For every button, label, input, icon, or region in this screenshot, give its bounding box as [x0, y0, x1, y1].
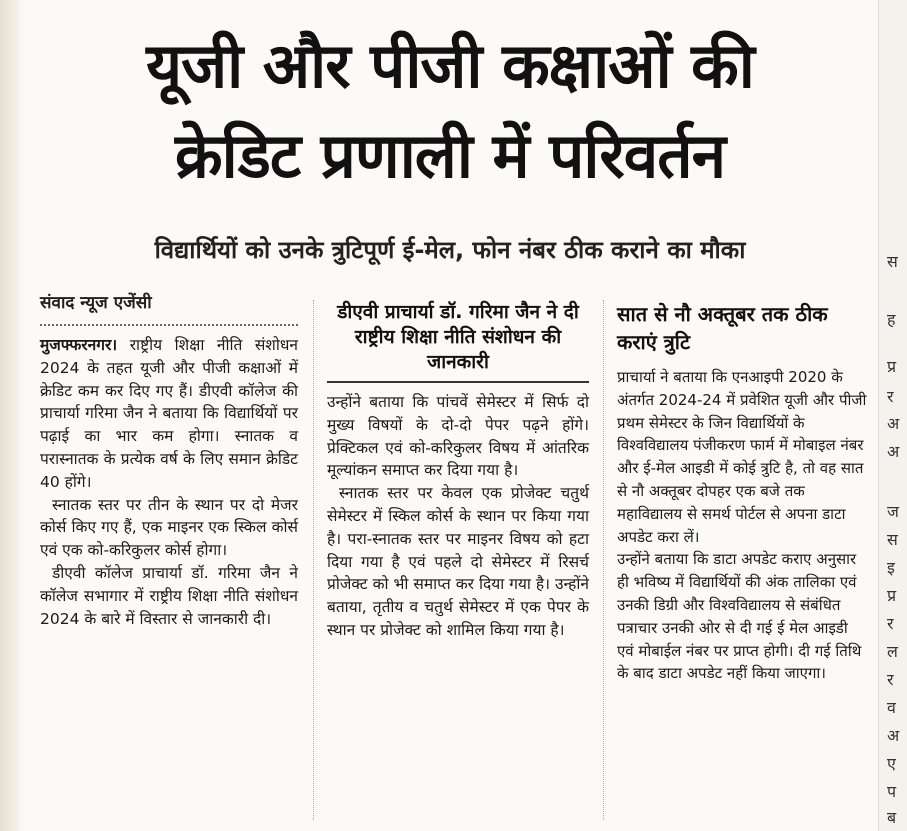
column-divider-1 — [313, 300, 314, 820]
edge-fragment-2: प्र — [887, 357, 897, 376]
edge-fragment-11: ल — [887, 642, 898, 661]
edge-fragment-16: प — [887, 782, 897, 801]
edge-fragment-4: अ — [887, 414, 900, 433]
col3-paragraph-1: प्राचार्या ने बताया कि एनआइपी 2020 के अंतर्गत 2024-24 में प्रवेशित यूजी और पीजी प्रथम सेमेस्टर के जिन विद्यार्थियों के विश्वविद्यालय पंजीकरण फार्म में मोबाइल नंबर और ई-मेल आइडी में कोई त्रुटि है, तो वह सात से नौ अक्तूबर दोपहर एक बजे तक महाविद्यालय से समर्थ पोर्टल से अपना डाटा अपडेट करा लें। — [617, 368, 867, 546]
byline: संवाद न्यूज एजेंसी — [40, 293, 152, 313]
col1-paragraph-2: स्नातक स्तर पर तीन के स्थान पर दो मेजर कोर्स किए गए हैं, एक माइनर एक स्किल कोर्स एवं एक को-करिकुलर कोर्स होगा। — [40, 495, 298, 560]
article-column-2 — [327, 300, 589, 642]
col2-heading-rule — [327, 381, 589, 383]
edge-fragment-14: अ — [887, 726, 900, 745]
edge-fragment-1: ह — [887, 310, 896, 329]
adjacent-article-fragment — [878, 0, 907, 831]
edge-fragment-9: प्र — [887, 586, 897, 605]
edge-fragment-8: इ — [887, 558, 895, 577]
col2-paragraph-2: स्नातक स्तर पर केवल एक प्रोजेक्ट चतुर्थ सेमेस्टर में स्किल कोर्स के स्थान पर किया गया है। परा-स्नातक स्तर पर माइनर विषय को हटा दिया गया है एवं पहले दो सेमेस्टर में रिसर्च प्रोजेक्ट को भी समाप्त कर दिया गया है। उन्होंने बताया, तृतीय व चतुर्थ सेमेस्टर में एक पेपर के स्थान पर प्रोजेक्ट को शामिल किया गया है। — [327, 484, 589, 639]
col3-heading: सात से नौ अक्तूबर तक ठीक कराएं त्रुटि — [617, 302, 828, 354]
edge-fragment-15: ए — [887, 754, 896, 773]
dateline: मुजफ्फरनगर। — [40, 336, 118, 354]
edge-fragment-7: स — [887, 530, 898, 549]
col3-heading-spacer — [617, 356, 869, 366]
col3-paragraph-2: उन्होंने बताया कि डाटा अपडेट कराए अनुसार ही भविष्य में विद्यार्थियों की अंक तालिका एवं उनकी डिग्री और विश्वविद्यालय से संबंधित पत्राचार उनकी ओर से दी गई ई मेल आइडी एवं मोबाईल नंबर पर प्राप्त होगी। दी गई तिथि के बाद डाटा अपडेट नहीं किया जाएगा। — [617, 550, 862, 683]
col2-heading: डीएवी प्राचार्या डॉ. गरिमा जैन ने दी राष्ट्रीय शिक्षा नीति संशोधन की जानकारी — [337, 301, 579, 373]
byline-divider — [40, 324, 298, 326]
edge-fragment-13: व — [887, 698, 896, 717]
headline-line-2: क्रेडिट प्रणाली में परिवर्तन — [174, 119, 726, 192]
subheadline: विद्यार्थियों को उनके त्रुटिपूर्ण ई-मेल, फोन नंबर ठीक कराने का मौका — [154, 236, 746, 264]
col1-paragraph-1-text: राष्ट्रीय शिक्षा नीति संशोधन 2024 के तहत यूजी और पीजी कक्षाओं में क्रेडिट कम कर दिए गए हैं। डीएवी कॉलेज की प्राचार्या गरिमा जैन ने बताया कि विद्यार्थियों पर पढ़ाई का भार कम होगा। स्नातक व परास्नातक के प्रत्येक वर्ष के लिए समान क्रेडिट 40 होंगे। — [40, 336, 298, 491]
col2-paragraph-1: उन्होंने बताया कि पांचवें सेमेस्टर में सिर्फ दो मुख्य विषयों के दो-दो पेपर पढ़ने होंगे। प्रेक्टिकल एवं को-करिकुलर विषय में आंतरिक मूल्यांकन समाप्त कर दिया गया है। — [327, 393, 589, 480]
edge-fragment-0: स — [887, 252, 898, 271]
edge-fragment-12: र — [887, 670, 894, 689]
edge-fragment-6: ज — [887, 502, 899, 521]
col1-paragraph-1 — [40, 334, 298, 494]
page-edge-left — [0, 0, 20, 831]
column-divider-2 — [603, 300, 604, 820]
edge-fragment-3: र — [887, 387, 894, 406]
edge-fragment-10: र — [887, 614, 894, 633]
col1-paragraph-3: डीएवी कॉलेज प्राचार्या डॉ. गरिमा जैन ने कॉलेज सभागार में राष्ट्रीय शिक्षा नीति संशोधन 2024 के बारे में विस्तार से जानकारी दी। — [40, 563, 298, 628]
headline-line-1: यूजी और पीजी कक्षाओं की — [146, 29, 754, 102]
article-column-3 — [617, 300, 869, 685]
article-column-1 — [40, 290, 298, 630]
edge-fragment-5: अ — [887, 442, 900, 461]
edge-fragment-17: ब — [887, 808, 897, 827]
